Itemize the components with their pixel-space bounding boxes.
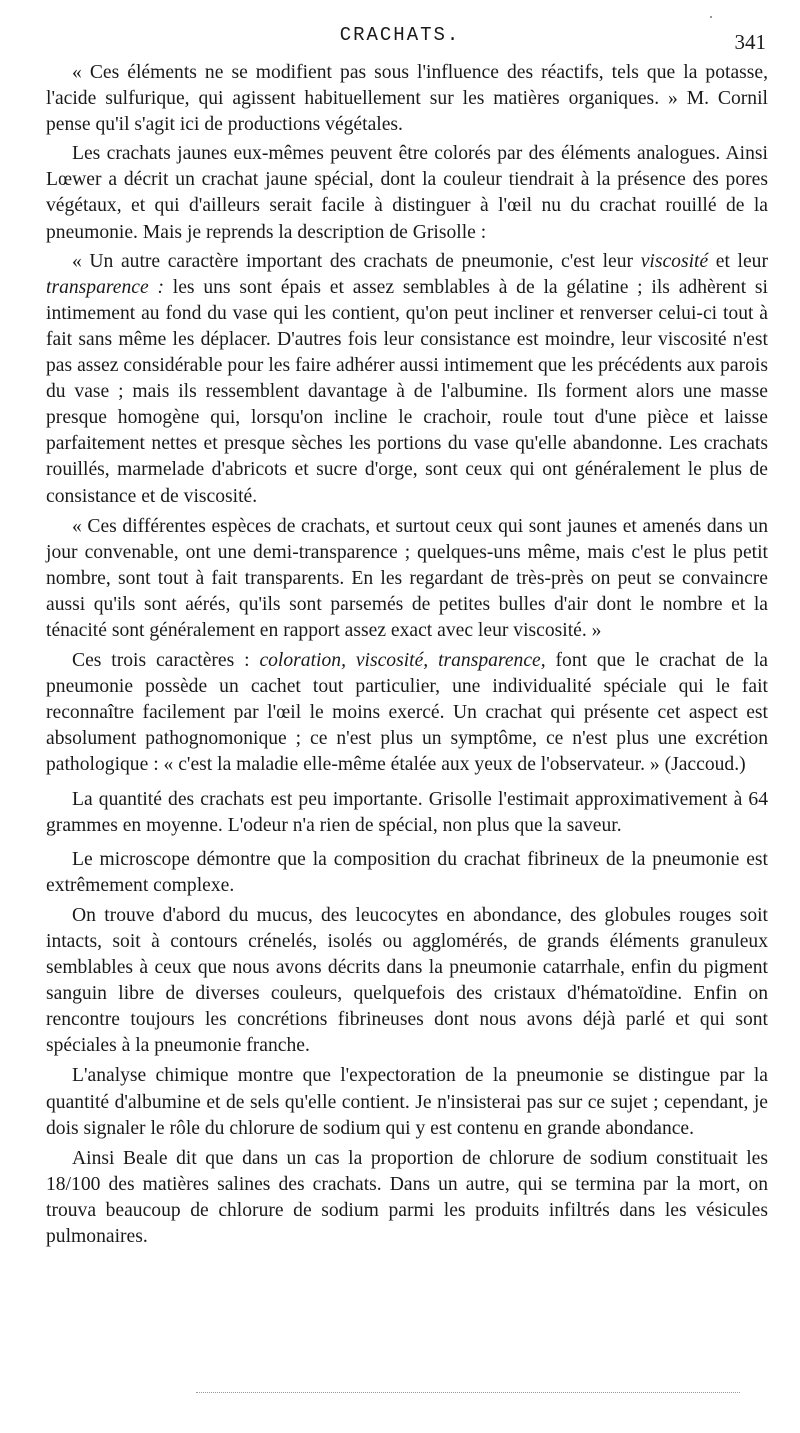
paragraph-6 [46,787,768,839]
text-run: les uns sont épais et assez semblables à de la gélatine ; ils adhèrent si intimement au fond du vase qui les contient, qu'on peut incliner et renverser celui-ci tout à fait sans même les déplacer. D'autres fois leur consistance est moindre, leur viscosité n'est pas assez considérable pour les faire adhérer aussi intimement que les précédents aux parois du vase ; mais ils ressemblent davantage à de l'albumine. Ils forment alors une masse presque homogène qui, lorsqu'on incline le crachoir, roule tout d'une pièce et laisse parfaitement nettes et presque sèches les portions du vase qu'elle abandonne. Les crachats rouillés, marmelade d'abricots et sucre d'orge, sont ceux qui ont généralement le plus de consistance et de viscosité. [46,276,769,507]
text-run: Ces trois caractères : [72,650,260,672]
paragraph-1 [46,60,768,138]
text-run: « Ces éléments ne se modifient pas sous l'influence des réactifs, tels que la potasse, l'acide sulfurique, qui agissent habituellement sur les matières organiques. » M. Cornil pense qu'il s'agit ici de productions végétales. [46,62,768,136]
text-run: La quantité des crachats est peu importante. Grisolle l'estimait approximativement à 64 grammes en moyenne. L'odeur n'a rien de spécial, non plus que la saveur. [46,788,768,836]
paragraph-10 [46,1146,768,1250]
text-run: On trouve d'abord du mucus, des leucocytes en abondance, des globules rouges soit intacts, soit à contours crénelés, isolés ou agglomérés, de grands éléments granuleux semblables à ceux que nous avons décrits dans la pneumonie catarrhale, enfin du pigment sanguin libre de diverses couleurs, quelquefois des cristaux d'hématoïdine. Enfin on rencontre toujours les concrétions fibrineuses dont nous avons déjà parlé et qui sont spéciales à la pneumonie franche. [46,904,768,1057]
paragraph-8 [46,903,768,1060]
text-run: font que le crachat de la pneumonie possède un cachet tout particulier, une individualité spéciale qui le fait reconnaître facilement par l'œil le moins exercé. Un crachat qui présente cet aspect est absolument pathognomonique ; ce n'est plus un symptôme, ce n'est plus une excrétion pathologique : « c'est la maladie elle-même étalée aux yeux de l'observateur. » (Jaccoud.) [46,650,769,776]
paragraph-4 [46,514,768,644]
running-title: CRACHATS. [339,24,461,46]
text-run: « Un autre caractère important des crachats de pneumonie, c'est leur [72,250,641,272]
body-text [46,60,768,1253]
text-run: Le microscope démontre que la composition du crachat fibrineux de la pneumonie est extrêmement complexe. [46,848,768,896]
text-run: L'analyse chimique montre que l'expectoration de la pneumonie se distingue par la quantité d'albumine et de sels qu'elle contient. Je n'insisterai pas sur ce sujet ; cependant, je dois signaler le rôle du chlorure de sodium qui y est contenu en grande abondance. [46,1065,768,1139]
print-speck [710,16,712,18]
paragraph-2 [46,141,768,245]
text-run: Ainsi Beale dit que dans un cas la proportion de chlorure de sodium constituait les 18/100 des matières salines des crachats. Dans un autre, qui se termina par la mort, on trouva beaucoup de chlorure de sodium parmi les produits infiltrés dans les vésicules pulmonaires. [46,1147,768,1248]
italic-term: viscosité [640,250,709,272]
text-run: et leur [708,250,768,272]
text-run: Les crachats jaunes eux-mêmes peuvent être colorés par des éléments analogues. Ainsi Lœwer a décrit un crachat jaune spécial, dont la couleur tiendrait à la présence des pores végétaux, et qui d'ailleurs serait facile à distinguer à l'œil nu du crachat rouillé de la pneumonie. Mais je reprends la description de Grisolle : [46,143,768,243]
footer-dotted-rule [196,1392,740,1393]
paragraph-9 [46,1063,768,1141]
italic-term: coloration, viscosité, transparence, [259,650,546,672]
text-run: « Ces différentes espèces de crachats, et surtout ceux qui sont jaunes et amenés dans un jour convenable, ont une demi-transparence ; quelques-uns même, mais c'est le plus petit nombre, sont tout à fait transparents. En les regardant de très-près on peut se convaincre aussi qu'ils sont aérés, qu'ils sont parsemés de petites bulles d'air dont le nombre et la ténacité sont généralement en rapport assez exact avec leur viscosité. » [46,515,768,641]
paragraph-3 [46,249,768,510]
page-number: 341 [734,30,766,54]
paragraph-5 [46,648,768,778]
running-header [0,24,800,54]
italic-term: transparence : [46,276,164,298]
paragraph-7 [46,847,768,899]
